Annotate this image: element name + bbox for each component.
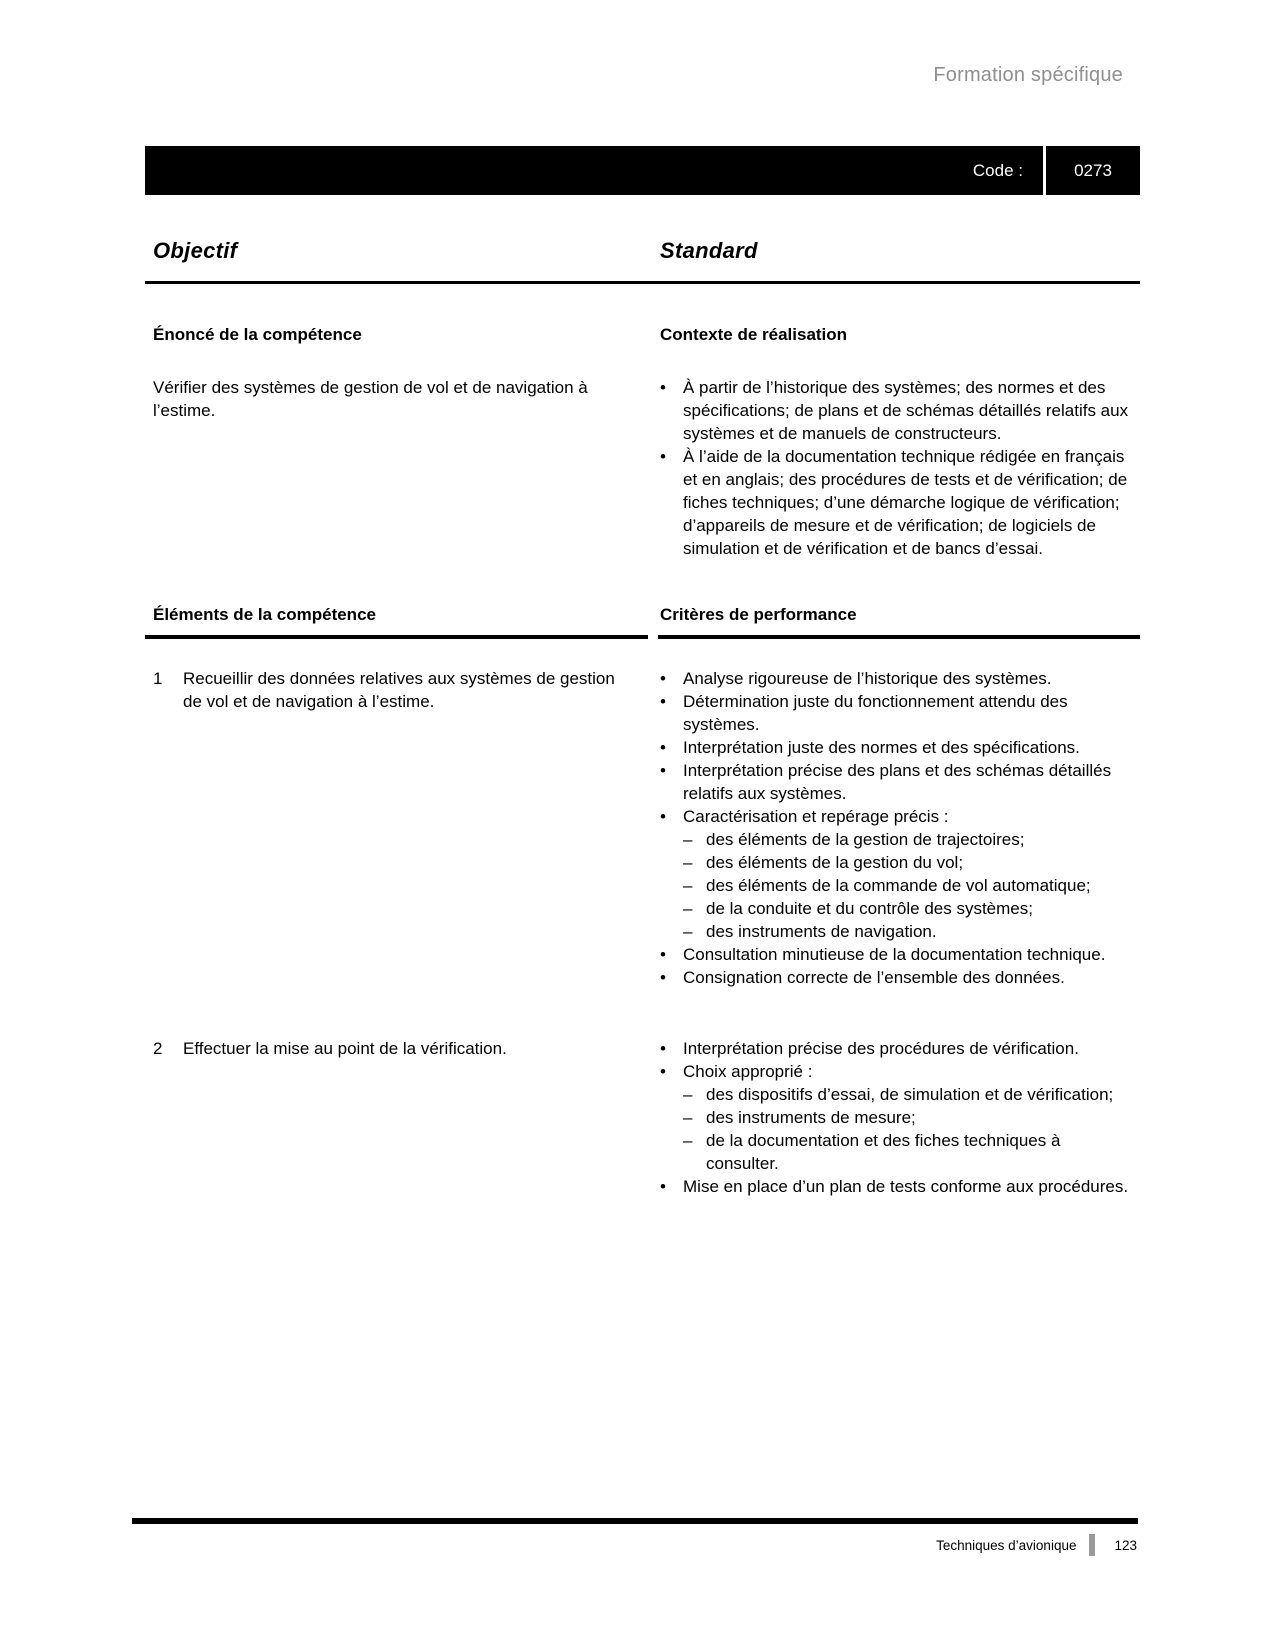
dash-subitem [660,920,1140,943]
enonce-contexte-row [145,376,1140,560]
contexte-bullet-list [660,376,1140,560]
list-item-text: À partir de l’historique des systèmes; des normes et des spécifications; de plans et de schémas détaillés relatifs aux systèmes et de manuels de constructeurs. [683,378,1129,443]
footer-divider [1089,1534,1095,1556]
bullet-item [660,759,1140,805]
bullet-icon: • [660,945,666,964]
list-item-text: À l’aide de la documentation technique rédigée en français et en anglais; des procédures de tests et de vérification; de fiches techniques; d’une démarche logique de vérification; d’appareils de mesure et de vérification; de logiciels de simulation et de vérification et de bancs d’essai. [683,447,1128,558]
competency-row-1 [145,667,1140,989]
dash-subitem [660,897,1140,920]
bullet-item [660,736,1140,759]
dash-subitem [660,1106,1140,1129]
contexte-heading: Contexte de réalisation [660,325,848,344]
elements-heading: Éléments de la compétence [153,605,376,624]
dash-subitem [660,1083,1140,1106]
dash-icon: – [683,830,693,849]
bullet-item [660,805,1140,828]
enonce-text: Vérifier des systèmes de gestion de vol et de navigation à l’estime. [153,378,588,420]
enonce-heading: Énoncé de la compétence [153,325,362,344]
list-item-text: Interprétation précise des plans et des schémas détaillés relatifs aux systèmes. [683,761,1112,803]
footer-program: Techniques d’avionique [936,1537,1077,1553]
list-item-text: Choix approprié : [683,1062,813,1081]
list-item-text: Détermination juste du fonctionnement attendu des systèmes. [683,692,1068,734]
code-label: Code : [972,160,1023,180]
bullet-item [660,1037,1140,1060]
bullet-icon: • [660,1177,666,1196]
subheading-row [145,324,1140,346]
bullet-icon: • [660,761,666,780]
criteres-heading-cell [658,604,1140,639]
table-header-row [145,238,1140,284]
competency-table [145,238,1140,1198]
dash-icon: – [683,853,693,872]
list-item-text: des instruments de mesure; [706,1108,916,1127]
standard-heading: Standard [660,238,758,263]
list-item-text: de la documentation et des fiches techniques à consulter. [706,1131,1061,1173]
dash-subitem [660,1129,1140,1175]
bullet-icon: • [660,692,666,711]
list-item-text: Analyse rigoureuse de l’historique des systèmes. [683,669,1052,688]
footer-page-number: 123 [1114,1537,1137,1553]
running-head: Formation spécifique [933,64,1123,86]
bullet-item [660,943,1140,966]
list-item-text: de la conduite et du contrôle des systèmes; [706,899,1033,918]
element-item-1 [145,667,658,989]
bullet-item [660,966,1140,989]
dash-icon: – [683,922,693,941]
bullet-item [660,1175,1140,1198]
list-item-text: Interprétation juste des normes et des spécifications. [683,738,1080,757]
element-text: Effectuer la mise au point de la vérification. [183,1039,507,1058]
list-item-text: Caractérisation et repérage précis : [683,807,949,826]
list-item-text: des instruments de navigation. [706,922,937,941]
dash-icon: – [683,1085,693,1104]
dash-subitem [660,851,1140,874]
dash-icon: – [683,1108,693,1127]
footer-rule [132,1518,1138,1524]
bullet-item [660,690,1140,736]
element-number: 2 [153,1039,163,1058]
criteria-bullet-list-2 [660,1037,1140,1198]
criteres-heading: Critères de performance [660,605,857,624]
element-number: 1 [153,669,163,688]
bullet-item [660,1060,1140,1083]
bullet-icon: • [660,807,666,826]
list-item-text: Mise en place d’un plan de tests conforme aux procédures. [683,1177,1129,1196]
footer [936,1533,1137,1557]
bullet-item [660,445,1140,560]
section-heading-row [145,604,1140,639]
list-item-text: des éléments de la gestion de trajectoires; [706,830,1025,849]
dash-icon: – [683,1131,693,1150]
list-item-text: Consignation correcte de l’ensemble des données. [683,968,1065,987]
list-item-text: des dispositifs d’essai, de simulation et de vérification; [706,1085,1114,1104]
bullet-icon: • [660,1062,666,1081]
competency-row-2 [145,1037,1140,1198]
criteria-bullet-list-1 [660,667,1140,989]
list-item-text: des éléments de la gestion du vol; [706,853,964,872]
bullet-icon: • [660,738,666,757]
bullet-item [660,376,1140,445]
list-item-text: Interprétation précise des procédures de vérification. [683,1039,1079,1058]
code-bar [145,146,1140,195]
code-value: 0273 [1043,146,1140,195]
bullet-icon: • [660,669,666,688]
objectif-heading: Objectif [153,238,238,263]
list-item-text: des éléments de la commande de vol automatique; [706,876,1091,895]
bullet-icon: • [660,447,666,466]
dash-icon: – [683,899,693,918]
elements-heading-cell [145,604,648,639]
bullet-icon: • [660,968,666,987]
element-item-2 [145,1037,658,1198]
dash-subitem [660,874,1140,897]
dash-subitem [660,828,1140,851]
bullet-icon: • [660,1039,666,1058]
dash-icon: – [683,876,693,895]
list-item-text: Consultation minutieuse de la documentation technique. [683,945,1106,964]
bullet-icon: • [660,378,666,397]
element-text: Recueillir des données relatives aux systèmes de gestion de vol et de navigation à l’estime. [183,669,615,711]
bullet-item [660,667,1140,690]
